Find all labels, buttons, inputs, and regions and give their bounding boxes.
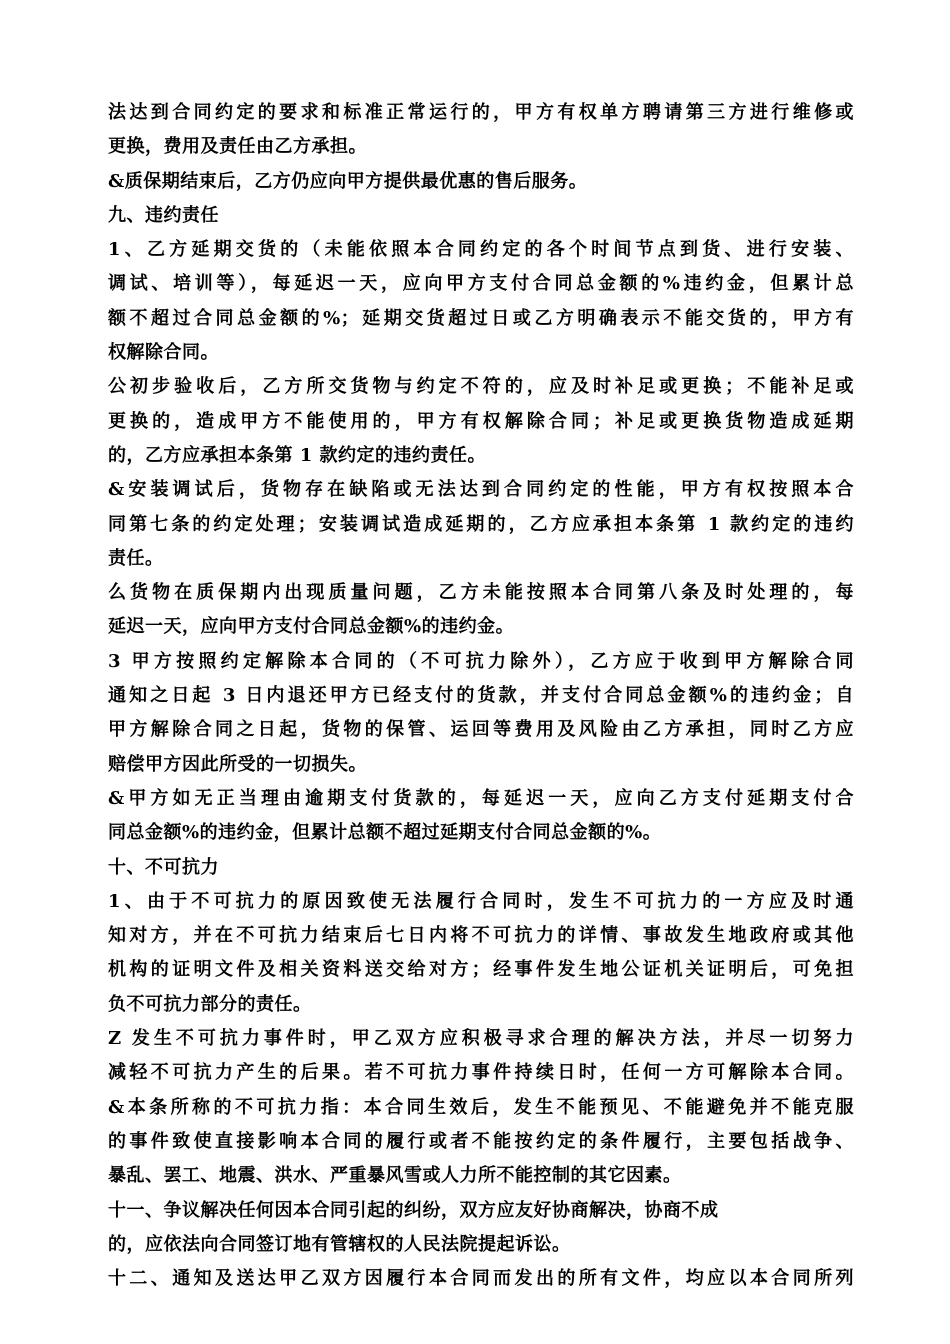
text-line: 的事件致使直接影响本合同的履行或者不能按约定的条件履行，主要包括战争、 <box>108 1130 854 1152</box>
text-line: 更换的，造成甲方不能使用的，甲方有权解除合同；补足或更换货物造成延期 <box>108 410 854 432</box>
section-heading: 十二、通知及送达甲乙双方因履行本合同而发出的所有文件，均应以本合同所列 <box>108 1268 854 1290</box>
text-line: 调试、培训等），每延迟一天，应向甲方支付合同总金额的%违约金，但累计总 <box>108 273 854 295</box>
text-line: 延迟一天，应向甲方支付合同总金额%的违约金。 <box>108 616 515 638</box>
text-line: 同第七条的约定处理；安装调试造成延期的，乙方应承担本条第 1 款约定的违约 <box>108 513 854 535</box>
section-heading: 十、不可抗力 <box>108 856 219 878</box>
text-line: 更换，费用及责任由乙方承担。 <box>108 136 367 158</box>
text-line: 责任。 <box>108 547 164 569</box>
section-heading: 十一、争议解决任何因本合同引起的纠纷，双方应友好协商解决，协商不成 <box>108 1199 719 1221</box>
text-line: 1、由于不可抗力的原因致使无法履行合同时，发生不可抗力的一方应及时通 <box>108 890 854 912</box>
contract-text <box>108 96 854 1296</box>
text-line: 1、乙方延期交货的（未能依照本合同约定的各个时间节点到货、进行安装、 <box>108 239 854 261</box>
text-line: &甲方如无正当理由逾期支付货款的，每延迟一天，应向乙方支付延期支付合 <box>108 787 854 809</box>
section-heading: 九、违约责任 <box>108 204 219 226</box>
text-line: 暴乱、罢工、地震、洪水、严重暴风雪或人力所不能控制的其它因素。 <box>108 1165 682 1187</box>
text-line: &安装调试后，货物存在缺陷或无法达到合同约定的性能，甲方有权按照本合 <box>108 479 854 501</box>
text-line: 的，应依法向合同签订地有管辖权的人民法院提起诉讼。 <box>108 1233 571 1255</box>
text-line: 知对方，并在不可抗力结束后七日内将不可抗力的详情、事故发生地政府或其他 <box>108 925 854 947</box>
text-line: 减轻不可抗力产生的后果。若不可抗力事件持续日时，任何一方可解除本合同。 <box>108 1062 854 1084</box>
text-line: 3 甲方按照约定解除本合同的（不可抗力除外），乙方应于收到甲方解除合同 <box>108 650 854 672</box>
text-line: &质保期结束后，乙方仍应向甲方提供最优惠的售后服务。 <box>108 170 588 192</box>
text-line: 权解除合同。 <box>108 342 219 364</box>
text-line: 么货物在质保期内出现质量问题，乙方未能按照本合同第八条及时处理的，每 <box>108 582 854 604</box>
text-line: 公初步验收后，乙方所交货物与约定不符的，应及时补足或更换；不能补足或 <box>108 376 854 398</box>
text-line: 机构的证明文件及相关资料送交给对方；经事件发生地公证机关证明后，可免担 <box>108 959 854 981</box>
text-line: 通知之日起 3 日内退还甲方已经支付的货款，并支付合同总金额%的违约金；自 <box>108 685 854 707</box>
text-line: 额不超过合同总金额的%；延期交货超过日或乙方明确表示不能交货的，甲方有 <box>108 307 854 329</box>
text-line: 负不可抗力部分的责任。 <box>108 993 312 1015</box>
text-line: 法达到合同约定的要求和标准正常运行的，甲方有权单方聘请第三方进行维修或 <box>108 102 854 123</box>
text-line: 的，乙方应承担本条第 1 款约定的违约责任。 <box>108 444 487 466</box>
text-line: 赔偿甲方因此所受的一切损失。 <box>108 753 367 775</box>
text-line: 甲方解除合同之日起，货物的保管、运回等费用及风险由乙方承担，同时乙方应 <box>108 719 854 741</box>
text-line: &本条所称的不可抗力指：本合同生效后，发生不能预见、不能避免并不能克服 <box>108 1096 854 1118</box>
text-line: Z 发生不可抗力事件时，甲乙双方应积极寻求合理的解决方法，并尽一切努力 <box>108 1028 854 1050</box>
text-line: 同总金额%的违约金，但累计总额不超过延期支付合同总金额的%。 <box>108 822 662 844</box>
